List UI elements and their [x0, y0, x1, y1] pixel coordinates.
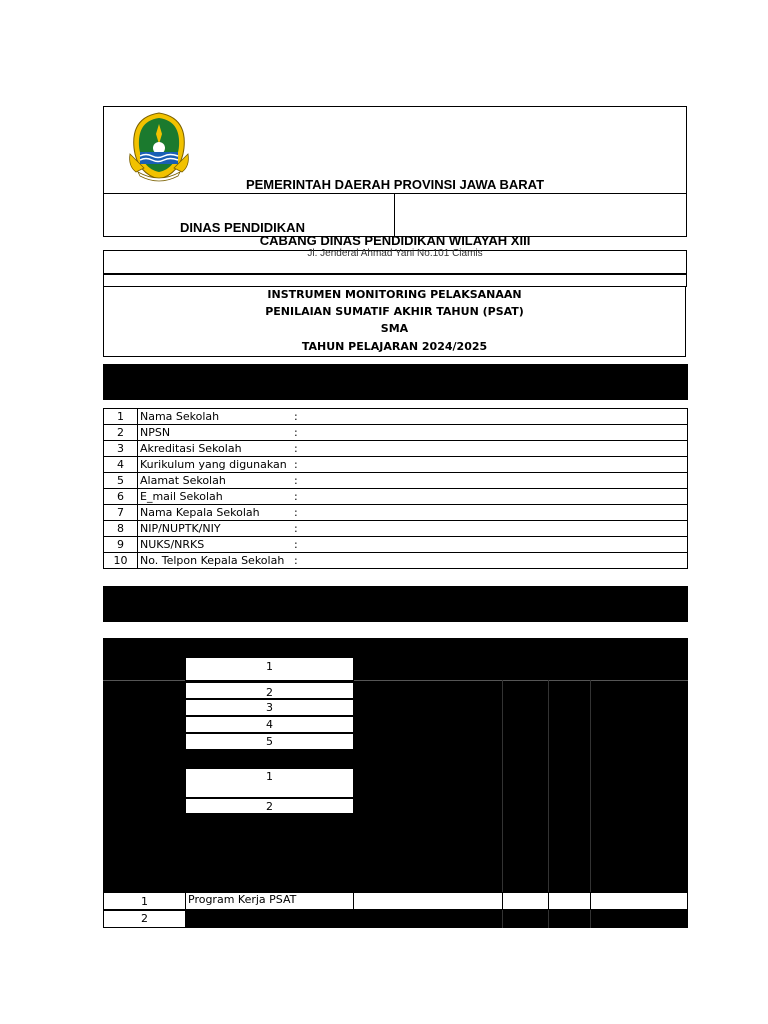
identity-row-colon: : [292, 457, 308, 473]
department-name: DINAS PENDIDIKAN [180, 220, 305, 235]
identity-row-number: 1 [104, 409, 138, 425]
score-row-1-c2 [502, 892, 549, 910]
identity-row [104, 425, 688, 441]
identity-row-value[interactable] [308, 409, 688, 425]
title-line-2: PENILAIAN SUMATIF AKHIR TAHUN (PSAT) [265, 305, 524, 318]
identity-row-value[interactable] [308, 505, 688, 521]
identity-row-colon: : [292, 553, 308, 569]
section-bar-instrument [103, 586, 688, 622]
score-row-2-item [186, 911, 686, 927]
province-logo [126, 110, 192, 182]
identity-row [104, 521, 688, 537]
identity-row-value[interactable] [308, 521, 688, 537]
score-row-1-c1 [353, 892, 503, 910]
identity-row-number: 8 [104, 521, 138, 537]
identity-row-label: No. Telpon Kepala Sekolah [138, 553, 293, 569]
identity-row [104, 553, 688, 569]
group2-cell-2: 2 [185, 798, 354, 814]
score-row-2-no: 2 [103, 910, 186, 928]
branch-name: CABANG DINAS PENDIDIKAN WILAYAH XIII [259, 233, 531, 248]
score-row-1-c3 [548, 892, 591, 910]
identity-row-value[interactable] [308, 553, 688, 569]
identity-row-number: 3 [104, 441, 138, 457]
identity-row-label: NUKS/NRKS [138, 537, 293, 553]
identity-row-value[interactable] [308, 537, 688, 553]
identity-row-label: NPSN [138, 425, 293, 441]
group1-cell-5: 5 [185, 733, 354, 750]
identity-row-colon: : [292, 537, 308, 553]
score-col-rule-1 [502, 680, 503, 928]
identity-row-label: Nama Sekolah [138, 409, 293, 425]
identity-row-label: NIP/NUPTK/NIY [138, 521, 293, 537]
identity-row-label: Kurikulum yang digunakan [138, 457, 293, 473]
identity-row [104, 537, 688, 553]
identity-row-number: 6 [104, 489, 138, 505]
identity-table [103, 408, 688, 569]
identity-row-colon: : [292, 489, 308, 505]
identity-row-number: 9 [104, 537, 138, 553]
group2-cell-1: 1 [185, 768, 354, 798]
identity-row-colon: : [292, 521, 308, 537]
identity-row-value[interactable] [308, 489, 688, 505]
score-row-1-item: Program Kerja PSAT [185, 892, 354, 910]
identity-row [104, 409, 688, 425]
group1-cell-4: 4 [185, 716, 354, 733]
identity-row-value[interactable] [308, 441, 688, 457]
identity-row-label: Akreditasi Sekolah [138, 441, 293, 457]
identity-row-value[interactable] [308, 473, 688, 489]
identity-row-colon: : [292, 425, 308, 441]
group1-cell-1: 1 [185, 657, 354, 681]
identity-row-colon: : [292, 441, 308, 457]
identity-row [104, 473, 688, 489]
identity-row-number: 2 [104, 425, 138, 441]
government-name: PEMERINTAH DAERAH PROVINSI JAWA BARAT [245, 177, 545, 192]
identity-row-value[interactable] [308, 425, 688, 441]
score-col-rule-2 [548, 680, 549, 928]
identity-row-colon: : [292, 473, 308, 489]
identity-row [104, 441, 688, 457]
group1-cell-2: 2 [185, 682, 354, 699]
identity-row-label: Nama Kepala Sekolah [138, 505, 293, 521]
identity-row-number: 5 [104, 473, 138, 489]
title-line-1: INSTRUMEN MONITORING PELAKSANAAN [267, 288, 522, 301]
identity-row-label: E_mail Sekolah [138, 489, 293, 505]
identity-row-number: 7 [104, 505, 138, 521]
identity-row [104, 489, 688, 505]
identity-row-colon: : [292, 409, 308, 425]
identity-row-colon: : [292, 505, 308, 521]
identity-row-number: 4 [104, 457, 138, 473]
section-bar-identity [103, 364, 688, 400]
identity-row-value[interactable] [308, 457, 688, 473]
identity-row-label: Alamat Sekolah [138, 473, 293, 489]
title-line-3: SMA [380, 322, 409, 335]
address-text: Jl. Jenderal Ahmad Yani No.101 Ciamis [307, 248, 483, 259]
score-row-1-no: 1 [103, 892, 186, 910]
score-col-rule-3 [590, 680, 591, 928]
group1-cell-3: 3 [185, 699, 354, 716]
identity-row-number: 10 [104, 553, 138, 569]
identity-row [104, 457, 688, 473]
title-line-4: TAHUN PELAJARAN 2024/2025 [301, 340, 488, 353]
score-row-1-c4 [590, 892, 688, 910]
identity-row [104, 505, 688, 521]
